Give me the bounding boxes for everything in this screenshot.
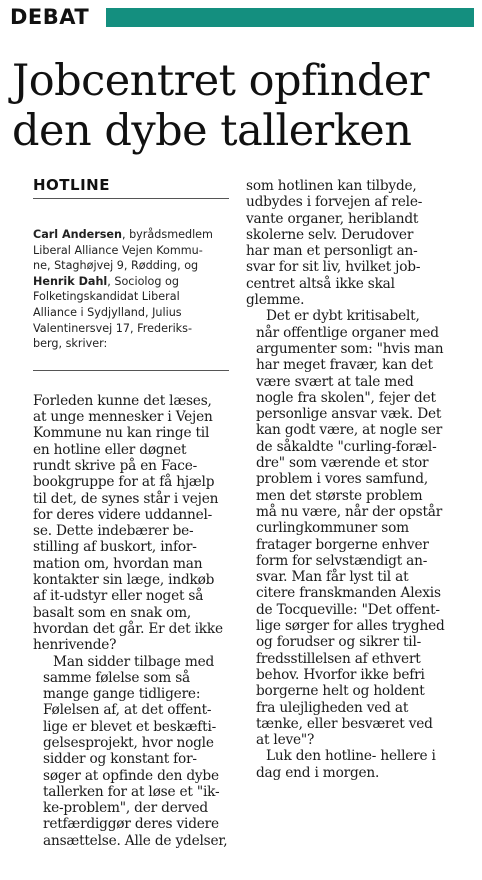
- text-line: til det, de synes står i vejen: [33, 490, 219, 507]
- text-line: af it-udstyr eller noget så: [33, 588, 204, 605]
- text-line: personlige ansvar væk. Det: [256, 406, 442, 423]
- text-line: lige sørger for alles tryghed: [256, 618, 445, 635]
- text-line: glemme.: [246, 292, 305, 309]
- article-body-right: [246, 178, 468, 781]
- text-line: retfærdiggør deres videre: [43, 816, 219, 833]
- text-line: svar for sit liv, hvilket job-: [246, 259, 421, 276]
- byline-line: Alliance i Sydjylland, Julius: [33, 305, 182, 319]
- text-line: har meget fravær, kan det: [256, 357, 433, 374]
- text-line: kan godt være, at nogle ser: [256, 422, 443, 439]
- byline-line: Folketingskandidat Liberal: [33, 290, 180, 304]
- text-line: problem i vores samfund,: [256, 471, 429, 488]
- text-line: udbydes i forvejen af rele-: [246, 194, 423, 211]
- text-line: kontakter sin læge, indkøb: [33, 572, 215, 589]
- author-description: , Sociolog og: [107, 274, 179, 288]
- text-line: men det største problem: [256, 487, 423, 504]
- text-line: basalt som en snak om,: [33, 604, 192, 621]
- text-line: vante organer, heriblandt: [246, 210, 419, 227]
- text-line: tallerken for at løse et "ik-: [43, 783, 220, 800]
- text-line: nogle fra skolen", fejer det: [256, 389, 436, 406]
- text-line: fratager borgerne enhver: [256, 536, 429, 553]
- article-body-left: [33, 393, 229, 849]
- column-left: [33, 176, 229, 849]
- headline-line-2: den dybe tallerken: [12, 106, 412, 156]
- text-line: Følelsen af, at det offent-: [43, 702, 212, 719]
- text-line: ke-problem", der derved: [43, 800, 208, 817]
- headline: [12, 56, 478, 156]
- text-line: fra ulejligheden ved at: [256, 699, 409, 716]
- text-line: argumenter som: "hvis man: [256, 340, 444, 357]
- text-line: fredsstillelsen af ethvert: [256, 650, 421, 667]
- byline-line: berg, skriver:: [33, 337, 108, 351]
- text-line: mation om, hvordan man: [33, 555, 203, 572]
- text-line: rundt skrive på en Face-: [33, 457, 198, 474]
- author-name: Henrik Dahl: [33, 274, 108, 288]
- text-line: Man sidder tilbage med: [53, 653, 215, 670]
- text-line: citere franskmanden Alexis: [256, 585, 441, 602]
- text-line: samme følelse som så: [43, 669, 191, 686]
- text-line: og forudser og sikrer til-: [256, 634, 422, 651]
- text-line: svar. Man får lyst til at: [256, 569, 409, 586]
- byline-line: Valentinersvej 17, Frederiks-: [33, 321, 193, 335]
- headline-line-1: Jobcentret opfinder: [12, 56, 429, 106]
- text-line: være svært at tale med: [256, 373, 414, 390]
- text-line: de såkaldte "curling-foræl-: [256, 438, 437, 455]
- column-right: [246, 178, 468, 781]
- text-line: hvordan det går. Er det ikke: [33, 620, 223, 637]
- text-line: centret altså ikke skal: [246, 275, 395, 292]
- paragraph: [246, 748, 468, 781]
- text-line: Forleden kunne det læses,: [33, 392, 212, 409]
- text-line: de Tocqueville: "Det offent-: [256, 601, 440, 618]
- section-bar: [106, 8, 474, 27]
- text-line: Det er dybt kritisabelt,: [266, 308, 420, 325]
- text-line: bookgruppe for at få hjælp: [33, 474, 215, 491]
- text-line: se. Dette indebærer be-: [33, 523, 194, 540]
- text-line: borgerne helt og holdent: [256, 683, 425, 700]
- text-line: curlingkommuner som: [256, 520, 409, 537]
- text-line: at unge mennesker i Vejen: [33, 409, 213, 426]
- author-description: , byrådsmedlem: [121, 228, 213, 241]
- text-line: henrivende?: [33, 637, 117, 654]
- text-line: form for selvstændigt an-: [256, 552, 428, 569]
- text-line: skolerne selv. Derudover: [246, 226, 414, 243]
- paragraph: [33, 654, 229, 850]
- text-line: behov. Hvorfor ikke befri: [256, 666, 425, 683]
- text-line: dre" som værende et stor: [256, 455, 429, 472]
- text-line: må nu være, når der opstår: [256, 503, 443, 520]
- text-line: Kommune nu kan ringe til: [33, 425, 210, 442]
- text-line: Luk den hotline- hellere i: [266, 748, 436, 765]
- text-line: som hotlinen kan tilbyde,: [246, 178, 417, 194]
- section-label: DEBAT: [10, 5, 90, 29]
- text-line: gelsesprojekt, hvor nogle: [43, 734, 214, 751]
- byline-line: Liberal Alliance Vejen Kommu-: [33, 243, 203, 257]
- text-line: søger at opfinde den dybe: [43, 767, 219, 784]
- kicker: HOTLINE: [33, 176, 229, 199]
- text-line: har man et personligt an-: [246, 243, 418, 260]
- text-line: når offentlige organer med: [256, 324, 439, 341]
- text-line: en hotline eller døgnet: [33, 441, 187, 458]
- byline-line: ne, Staghøjvej 9, Rødding, og: [33, 259, 199, 273]
- text-line: stilling af buskort, infor-: [33, 539, 197, 556]
- text-line: lige er blevet et beskæfti-: [43, 718, 217, 735]
- paragraph: [246, 178, 468, 308]
- paragraph: [246, 308, 468, 748]
- text-line: ansættelse. Alle de ydelser,: [43, 832, 228, 849]
- text-line: mange gange tidligere:: [43, 686, 201, 703]
- text-line: at leve"?: [256, 732, 315, 749]
- paragraph: [33, 393, 229, 654]
- author-name: Carl Andersen: [33, 228, 122, 241]
- byline: [33, 227, 229, 371]
- text-line: sidder og konstant for-: [43, 751, 197, 768]
- text-line: for deres videre uddannel-: [33, 506, 213, 523]
- text-line: tænke, eller besværet ved: [256, 715, 433, 732]
- text-line: dag end i morgen.: [256, 764, 380, 781]
